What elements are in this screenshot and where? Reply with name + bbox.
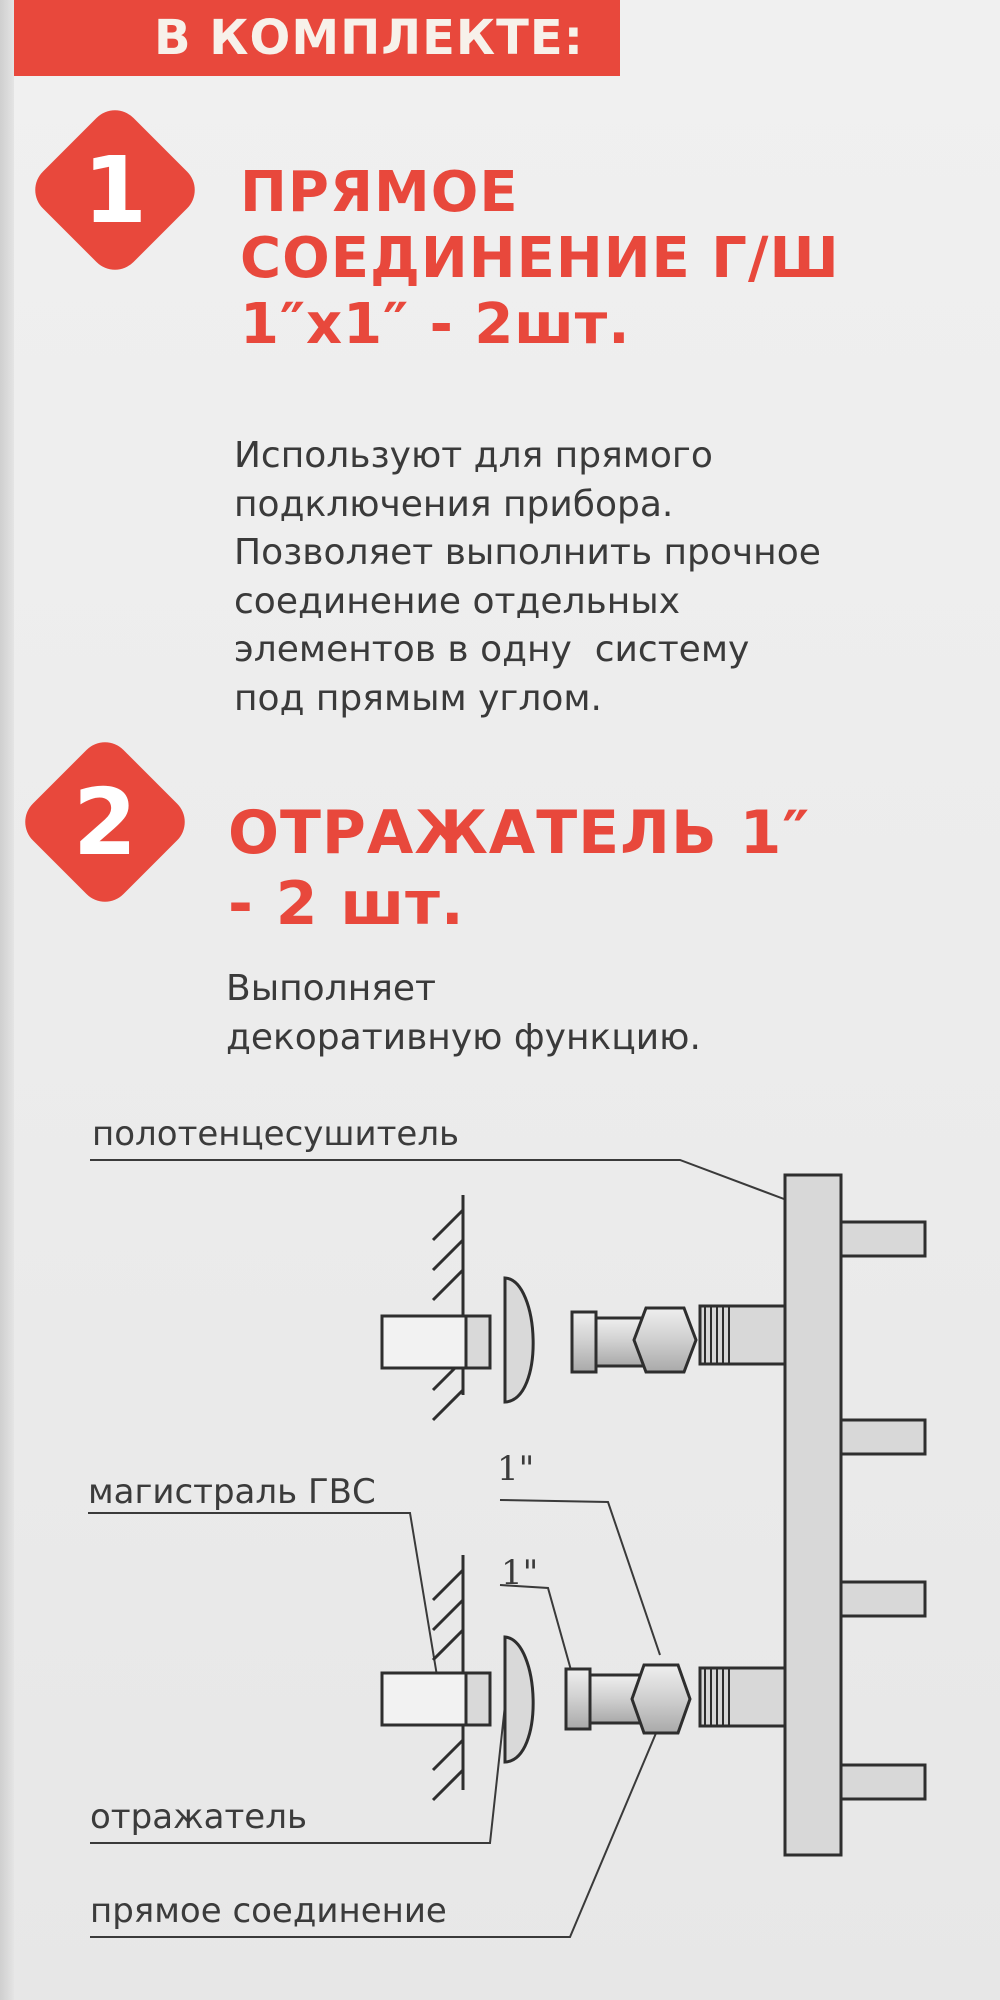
item-1-title-line: 1″х1″ - 2шт.	[240, 292, 631, 358]
hot-water-main-label: магистраль ГВС	[88, 1472, 376, 1512]
dryer-threads	[705, 1306, 729, 1726]
reflector-label: отражатель	[90, 1797, 307, 1837]
item-2-number: 2	[72, 769, 137, 876]
towel-dryer-leader	[90, 1160, 800, 1205]
item-2-title-line: ОТРАЖАТЕЛЬ 1″	[228, 798, 811, 868]
item-1-description-line: элементов в одну систему	[234, 629, 750, 671]
item-1-title-line: ПРЯМОЕ	[240, 160, 519, 225]
item-1-description-line: подключения прибора.	[234, 483, 674, 525]
item-2-title-line: - 2 шт.	[228, 868, 465, 939]
wall-upper	[433, 1195, 463, 1420]
item-1-number: 1	[82, 137, 147, 244]
towel-dryer-label: полотенцесушитель	[92, 1114, 460, 1154]
item-2-description-line: Выполняет	[226, 968, 437, 1009]
straight-connection-label: прямое соединение	[90, 1891, 447, 1931]
item-1-description-line: Используют для прямого	[234, 435, 713, 476]
towel-dryer	[700, 1175, 925, 1855]
pipe-upper	[382, 1278, 696, 1402]
header-title: В КОМПЛЕКТЕ:	[154, 10, 584, 66]
item-1-description-line: под прямым углом.	[234, 677, 602, 719]
size-label-lower: 1"	[501, 1553, 539, 1593]
item-2-description-line: декоративную функцию.	[226, 1016, 701, 1058]
item-1-title-line: СОЕДИНЕНИЕ Г/Ш	[240, 226, 840, 292]
item-1-description-line: Позволяет выполнить прочное	[234, 532, 821, 574]
item-1-description-line: соединение отдельных	[234, 580, 680, 622]
size-label-upper: 1"	[497, 1449, 535, 1489]
pipe-lower	[382, 1637, 690, 1762]
